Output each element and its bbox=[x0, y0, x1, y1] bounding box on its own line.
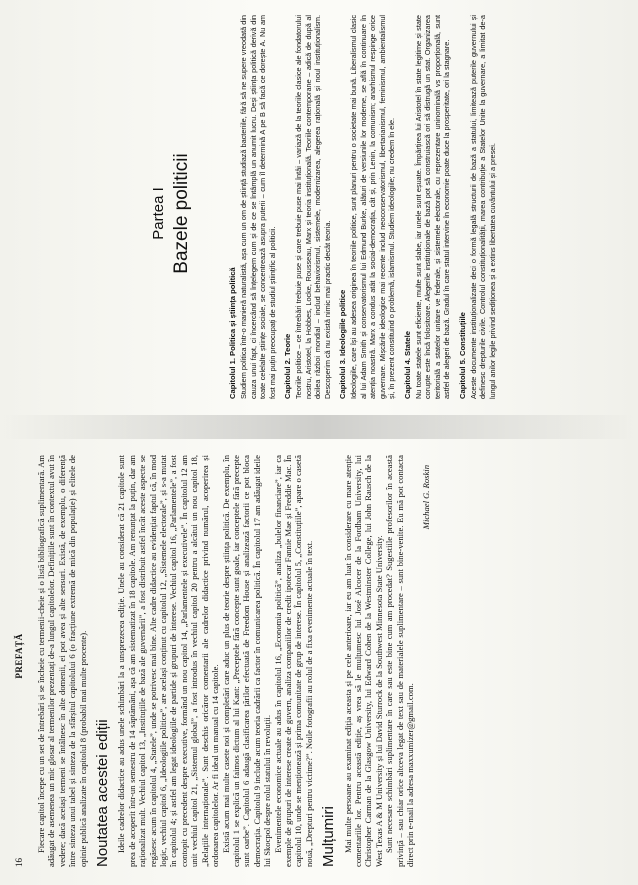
chapter-title: Capitolul 4. Statele bbox=[402, 331, 412, 399]
chapter-title: Capitolul 1. Politica și știința politică bbox=[228, 267, 237, 399]
running-head: PREFAȚĂ bbox=[14, 633, 24, 679]
chapter-title: Capitolul 2. Teorie bbox=[283, 333, 293, 399]
chapter-summaries bbox=[222, 15, 497, 399]
intro-paragraph: Fiecare capitol începe cu un set de întrebări și se încheie cu termenii-cheie și o listă bibliografică suplimentară. Am adăugat de asemenea un mic glosar al termenilor prezentați de-a lungul capitolelor. Definițiile sunt în contextul avut în vedere; dacă aceiași termeni se întâlnesc în alte domenii, ei pot avea și alte sensuri. Există, de exemplu, o diferență între sinteza unui tabel și sinteza de la sfârșitul capitolului 6 (o fracțiune extremă de mică din populație) și elitele de opinie publică analizate în capitolul 8 (probabil mai multe procente). bbox=[36, 455, 88, 867]
chapter-summary: Ideologiile, care își au adesea originea în teoriile politice, sunt planuri pentru o societate mai bună. Liberalismul clasic al lui Adam Smith și conservatorismul lui Edmund Burke, alături de versiunile lor moderne, se află în continuare în atenția noastră. Marx a condus atât la social-democrația, cât și, prin Lenin, la comunism; anarhismul respinge orice guvernare. Mișcările ideologice mai recente includ neoconservatorismul, libertarianismul, feminismul, ambientalismul și, în prezent constituind o problemă, islamismul. Studiem ideologiile; nu credem în ele. bbox=[349, 15, 397, 399]
part-label: Partea I bbox=[150, 187, 167, 240]
paragraph: Ideile cadrelor didactice au adus unele schimbări la a unsprezecea ediție. Unele au considerat că 21 capitole sunt prea de acoperit într-un semestru de 14 săptămâni, așa că am sistematizat în 18 capitole. Am renunțat la puțin, dar am raționalizat mult. Vechiul capitol 13, „Instituțiile de bază ale guvernării”, a fost distribuit astfel încât aceste aspecte se regăsesc acum în capitolul 4, „Statele”, unde se potrivesc mai bine. Alte cadre didactice au evidențiat faptul că, în mod logic, vechiul capitol 6, „Ideologiile politice”, are același conținut cu capitolul 12, „Sistemele electorale”, și s-a mutat în capitolul 4; și astfel am legat ideologiile de partide și grupuri de interese. Vechiul capitol 16, „Parlamentele”, a fost contopit cu precedent despre executive, formând un nou capitol 14, „Parlamentele și executivele”. În capitolul 12 am unit vechiul capitol 21, „Sistemul global”, a fost introdus în vechiul capitol 20 pentru a alcătui un nou capitol 18, „Relațiile internaționale”. Sunt deschis oricăror comentarii ale cadrelor didactice privind numărul, acoperirea și ordonarea capitolelor. Ar fi ideal un manual cu 14 capitole. bbox=[116, 455, 221, 867]
chapter-title: Capitolul 5. Constituțiile bbox=[457, 312, 467, 399]
author-signature: Michael G. Roskin bbox=[421, 465, 432, 530]
chapter-summary: Teoriile politice – ce întrebări trebuie puse și care trebuie puse mai întâi – variază de la teoriile clasice ale fondatorului nostru, Aristotel, la Hobbes, Locke, Rousseau, Marx și teoria instituțională. Teoriile contemporane – adică de după al doilea război mondial – includ behaviorismul, sistemele, modernizarea, alegerea rațională și noul instituționalism. Descoperim că nu există nimic mai practic decât teoria. bbox=[294, 15, 332, 399]
left-page bbox=[0, 427, 638, 885]
part-title: Bazele politicii bbox=[171, 153, 192, 274]
paragraph: Evenimentele economice actuale au adus în capitolul 16, „Economia politică”, analiza „bulelor financiare”, iar ca exemple de grupuri de interese create de guvern, analiza companiilor de credit ipotecar Fannie Mae și Freddie Mac. În capitolul 10, unde se menționează și prima comunitate de grup de interese. În capitolul 5, „Constituțiile”, apare o casetă nouă, „Drepturi pentru victime?”. Noile fotografii au rolul de a fixa evenimente actuale în text. bbox=[272, 455, 314, 867]
right-page bbox=[0, 0, 638, 427]
book-gutter bbox=[0, 415, 638, 439]
paragraph: Sunt necesare schimbări suplimentare în care sau este bine cum am procedat? Sugestiile profesorilor în această privință – sau chiar orice altceva legat de text sau de materialele suplimentare – sunt bine-venite. Eu mă pot contacta direct prin e-mail la adresa maxxumizer@gmail.com. bbox=[384, 455, 415, 867]
part-heading bbox=[150, 0, 193, 427]
chapter-summary: Aceste documente instituționalizate deci o formă legală structurii de bază a statului, limitează puterile guvernului și definesc drepturile civile. Controlul constituționalității, marea contribuție a Statelor Unite la guvernare, a limitat de-a lungul anilor legile privind sediționea și a extins libertatea cuvântului și a presei. bbox=[468, 15, 497, 399]
chapter-summary: Studiem politica într-o manieră naturalistă, așa cum un om de știință studiază bacteriile, fără să ne supere vreodată din cauza unui fapt, ci încercând să înțelegem cum și de ce se întâmplă un anumit lucru. Deși știința politică derivă din toate celelalte științe sociale, se concentrează asupra puterii – cum îl determină A pe B să facă ce dorește A. Nu am fost mai puțin preocupați de studiul științific al politicii. bbox=[239, 15, 277, 399]
page-header bbox=[14, 445, 28, 867]
paragraph: Mai multe persoane au examinat ediția aceasta și pe cele anterioare, iar eu am luat în considerare cu mare atenție comentariile lor. Pentru această ediție, aș vrea să le mulțumesc lui José Alcocer de la Fordham University, lui Christopher Carman de la Glasgow University, lui Edward Cohen de la Westminster College, lui John Rausch de la West Texas A & M University și lui David Sturrock de la Southwest Minnesota State University. bbox=[342, 455, 384, 867]
paragraph: Există acum mai multe casete noi și completări care aduc un plus de teorie despre știința politică. De exemplu, în capitolul 1 se explică un faimos dictum al lui Kant: „Preceptele fără concepte sunt goale, iar conceptele fără precepte sunt oarbe”. Capitolul 6 adaugă clasificarea țărilor efectuată de Freedom House și analizează factorii ce pot bloca democrația. Capitolul 9 include acum teoria cadrării ca factor în comunicarea politică. În capitolul 17 am adăugat ideile lui Skocpol despre rolul statului în revoluții. bbox=[220, 455, 273, 867]
chapter-summary: Nu toate statele sunt eficiente, multe sunt slabe, iar unele sunt eșuate. Împărțirea lui Aristotel în state legitime și state corupte este încă folositoare. Alegerile instituționale de bază pot să construiască ori să distrugă un stat. Organizarea teritorială a statelor unitare ve federale, și sistemele electorale, cu reprezentare uninominală vs proporțională, sunt astfel de alegeri de bază. Gradul în care statul intervine în economie poate duce la prosperitate, ori la stagnare. bbox=[413, 15, 452, 399]
chapter-title: Capitolul 3. Ideologiile politice bbox=[338, 289, 348, 399]
page-number: 16 bbox=[14, 858, 24, 867]
section-heading-new-edition: Noutatea acestei ediții bbox=[94, 719, 112, 867]
section-heading-acknowledgements: Mulțumiri bbox=[320, 806, 338, 867]
preface-text bbox=[36, 455, 432, 867]
